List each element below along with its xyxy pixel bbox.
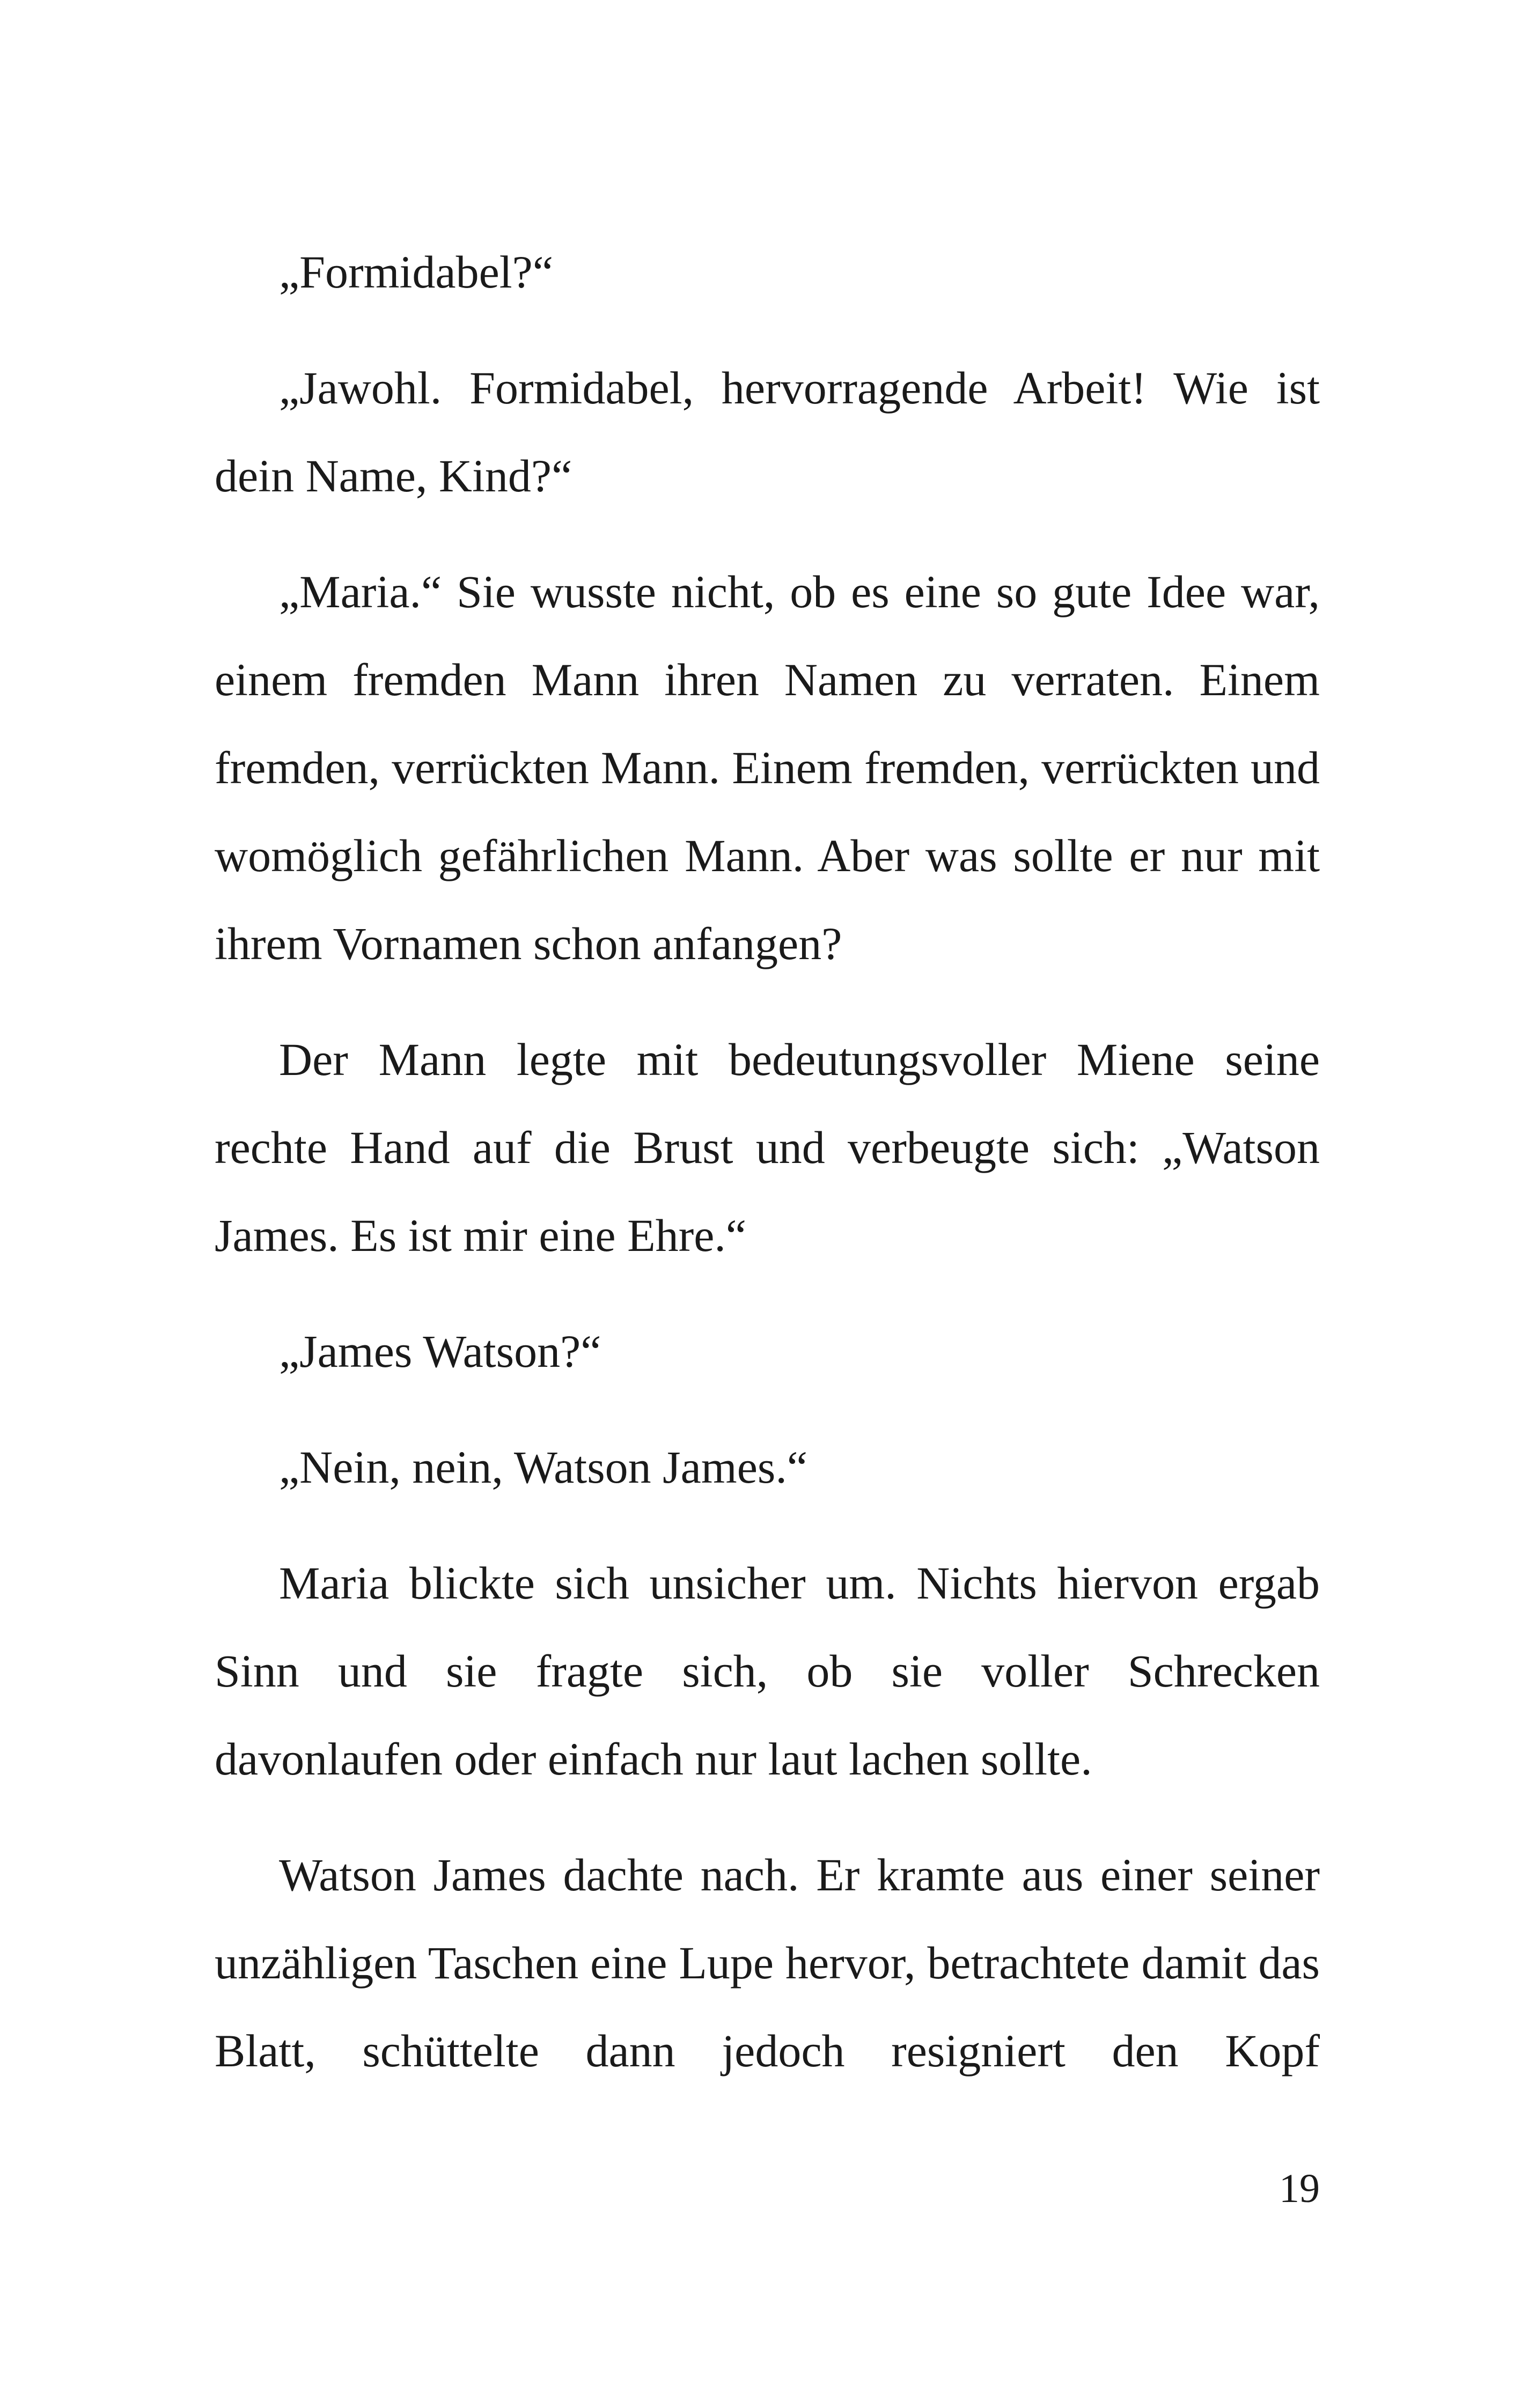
- paragraph: „Formidabel?“: [279, 246, 554, 298]
- paragraph: „Nein, nein, Watson James.“: [279, 1441, 808, 1493]
- paragraph: „James Watson?“: [279, 1325, 601, 1377]
- body-text: [215, 228, 1320, 2123]
- page-number: 19: [1279, 2166, 1320, 2211]
- paragraph: „Jawohl. Formidabel, hervorragende Arbeit! Wie ist dein Name, Kind?“: [215, 362, 1320, 502]
- paragraph: Der Mann legte mit bedeutungsvoller Miene seine rechte Hand auf die Brust und verbeugte sich: „Watson James. Es ist mir eine Ehre.“: [215, 1034, 1320, 1261]
- paragraph: „Maria.“ Sie wusste nicht, ob es eine so gute Idee war, einem fremden Mann ihren Namen zu verraten. Einem fremden, verrückten Mann. Einem fremden, verrückten und womöglich gefährlichen Mann. Aber was sollte er nur mit ihrem Vornamen schon anfangen?: [215, 566, 1320, 969]
- paragraph: Maria blickte sich unsicher um. Nichts hiervon ergab Sinn und sie fragte sich, ob sie voller Schrecken davonlaufen oder einfach nur laut lachen sollte.: [215, 1557, 1320, 1785]
- paragraph: Watson James dachte nach. Er kramte aus einer seiner unzähligen Taschen eine Lupe hervor, betrachtete damit das Blatt, schüttelte dann jedoch resigniert den Kopf: [215, 1849, 1320, 2076]
